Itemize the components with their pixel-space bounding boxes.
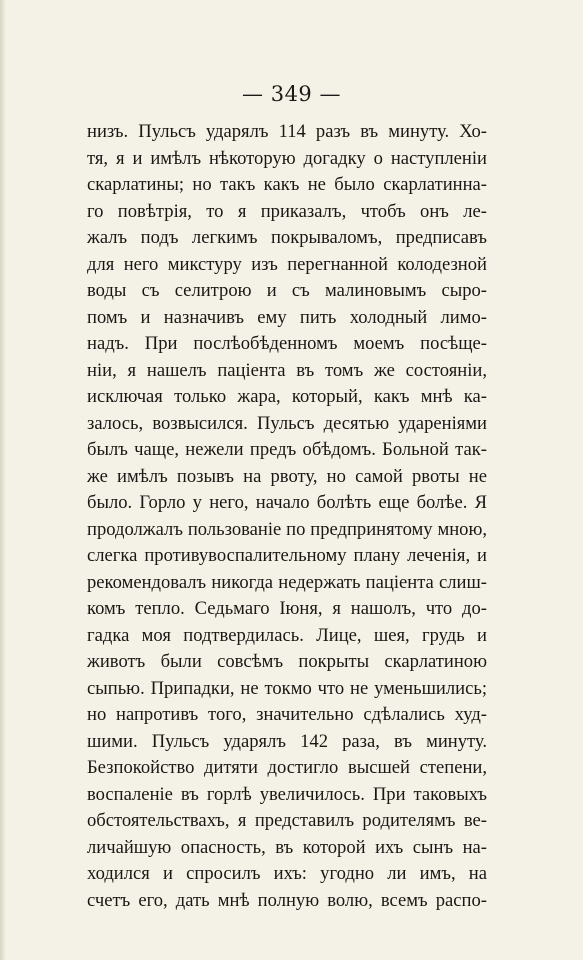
text-line: шими. Пульсъ ударялъ 142 раза, въ минуту. xyxy=(87,730,487,752)
text-line: воды съ селитрою и съ малиновымъ сыро- xyxy=(87,280,487,301)
text-line: же имѣлъ позывъ на рвоту, но самой рвоты не xyxy=(87,465,487,487)
text-line: личайшую опасность, въ которой ихъ сынъ на- xyxy=(87,836,487,858)
text-line: сыпью. Припадки, не токмо что не уменьшились; xyxy=(87,677,487,699)
text-line: жалъ подъ легкимъ покрываломъ, предписавъ xyxy=(87,227,487,248)
body-text xyxy=(87,119,487,914)
text-line: обстоятельствахъ, я представилъ родителямъ ве- xyxy=(87,810,487,831)
text-line: Безпокойство дитяти достигло высшей степени, xyxy=(87,757,487,778)
text-line: исключая только жара, который, какъ мнѣ ка- xyxy=(87,386,487,407)
text-line: былъ чаще, нежели предъ обѣдомъ. Больной так- xyxy=(87,439,487,460)
text-line: для него микстуру изъ перегнанной колодезной xyxy=(87,253,487,275)
page-edge-shadow xyxy=(0,0,6,960)
text-line: счетъ его, дать мнѣ полную волю, всемъ распо- xyxy=(87,889,487,911)
text-line: низъ. Пульсъ ударялъ 114 разъ въ минуту. Хо- xyxy=(87,121,487,142)
text-line: надъ. При послѣобѣденномъ моемъ посѣще- xyxy=(87,333,487,354)
text-line: нiи, я нашелъ пацiента въ томъ же состоянiи, xyxy=(87,359,487,381)
page-number: — 349 — xyxy=(242,82,341,106)
text-line: скарлатины; но такъ какъ не было скарлатинна- xyxy=(87,174,487,195)
text-line: но напротивъ того, значительно сдѣлались худ- xyxy=(87,704,487,725)
text-line: гадка моя подтвердилась. Лице, шея, грудь и xyxy=(87,624,487,646)
text-line: слегка противувоспалительному плану леченiя, и xyxy=(87,545,487,566)
text-line: комъ тепло. Седьмаго Iюня, я нашолъ, что до- xyxy=(87,598,487,619)
text-line: было. Горло у него, начало болѣть еще болѣе. Я xyxy=(87,492,487,513)
text-line: залось, возвысился. Пульсъ десятью ударенiями xyxy=(87,412,487,434)
text-line: ходился и спросилъ ихъ: угодно ли имъ, на xyxy=(87,863,487,884)
text-line: тя, я и имѣлъ нѣкоторую догадку о наступленiи xyxy=(87,147,487,169)
text-line: рекомендовалъ никогда недержать пацiента слиш- xyxy=(87,571,487,593)
text-line: продолжалъ пользованiе по предпринятому мною, xyxy=(87,518,487,540)
text-line: животъ были совсѣмъ покрыты скарлатиною xyxy=(87,651,487,672)
text-line: го повѣтрiя, то я приказалъ, чтобъ онъ ле- xyxy=(87,200,487,222)
text-line: воспаленiе въ горлѣ увеличилось. При таковыхъ xyxy=(87,783,487,805)
text-line: помъ и назначивъ ему пить холодный лимо- xyxy=(87,306,487,328)
